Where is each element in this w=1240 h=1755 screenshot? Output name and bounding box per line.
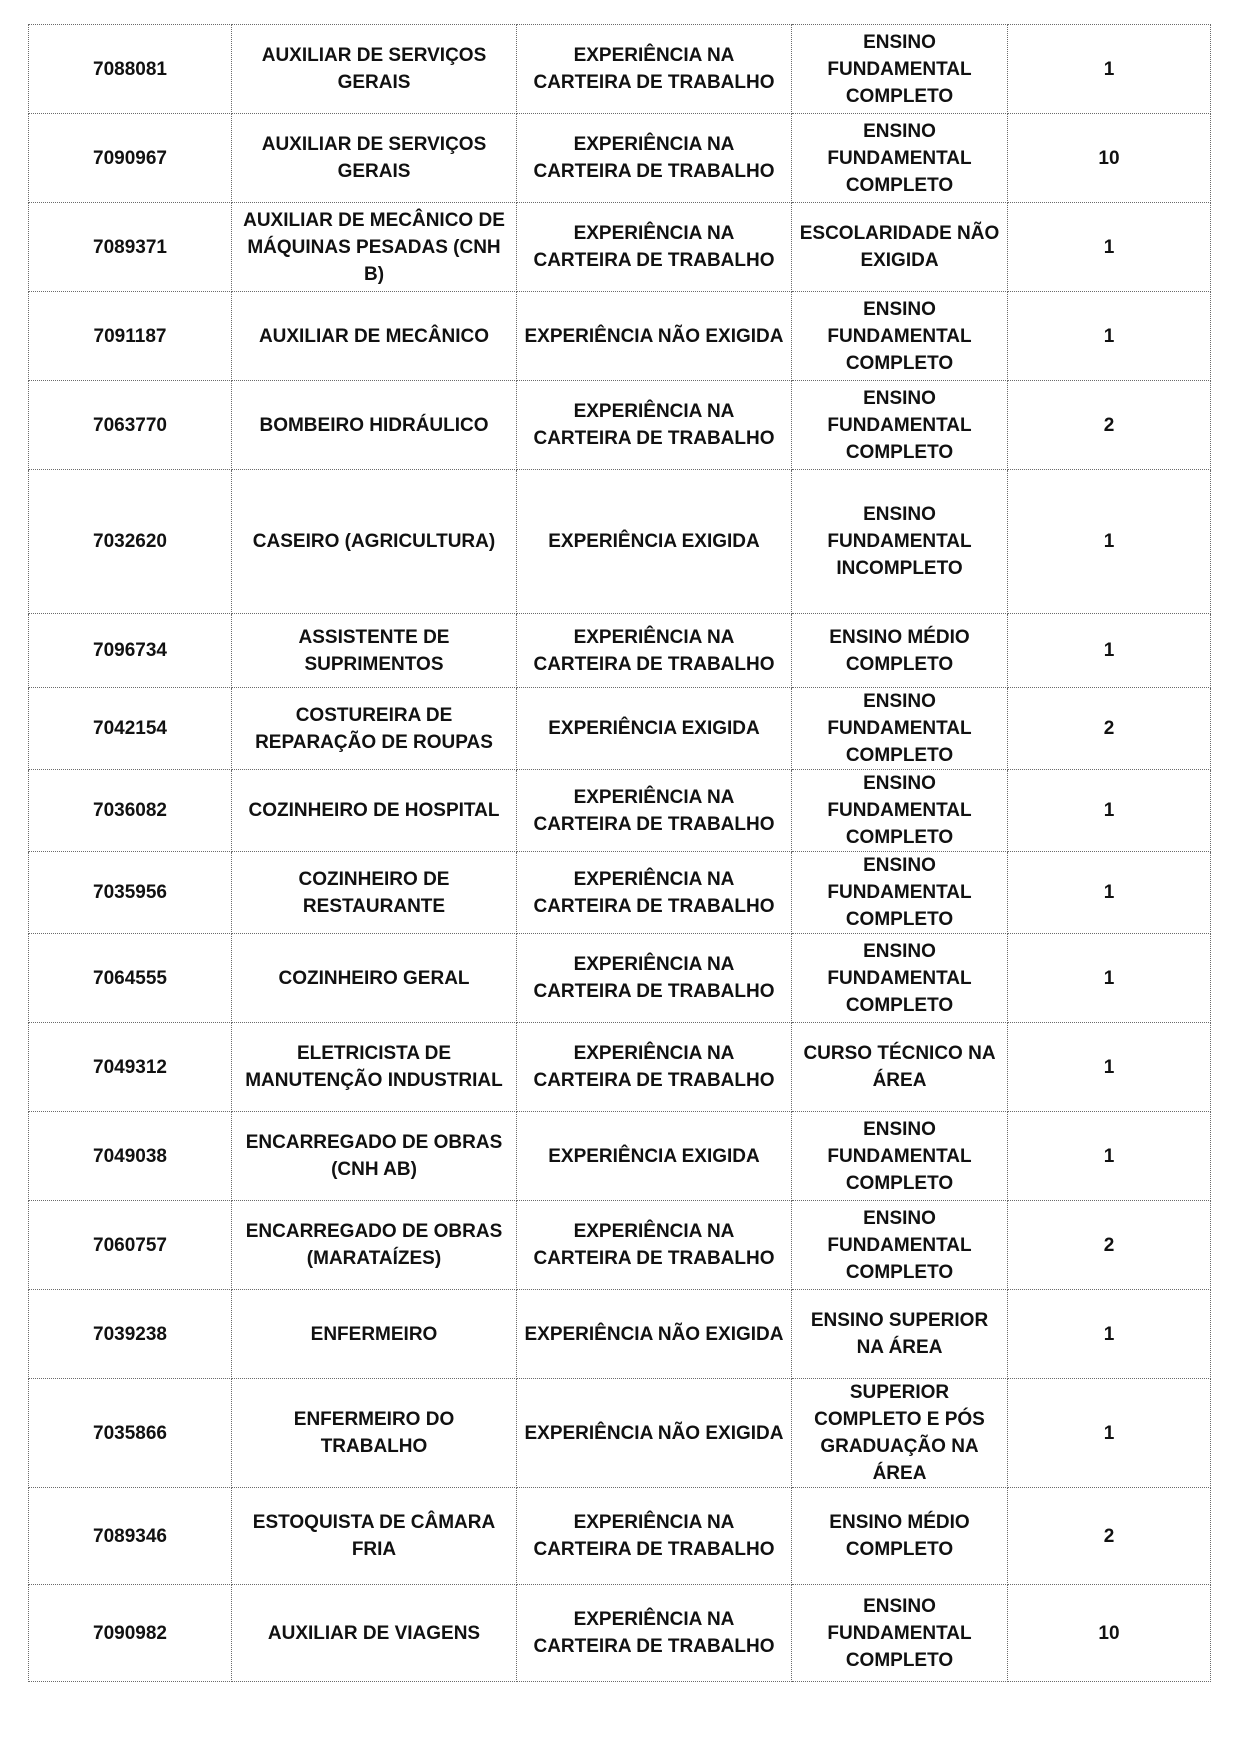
vacancy-code: 7032620 [29, 470, 232, 614]
vacancy-count: 1 [1008, 770, 1211, 852]
experience-requirement: EXPERIÊNCIA NA CARTEIRA DE TRABALHO [517, 381, 792, 470]
job-title: ASSISTENTE DE SUPRIMENTOS [232, 614, 517, 688]
job-title: CASEIRO (AGRICULTURA) [232, 470, 517, 614]
job-title: COZINHEIRO DE RESTAURANTE [232, 852, 517, 934]
experience-requirement: EXPERIÊNCIA NÃO EXIGIDA [517, 292, 792, 381]
education-requirement: ENSINO SUPERIOR NA ÁREA [792, 1290, 1008, 1379]
experience-requirement: EXPERIÊNCIA NA CARTEIRA DE TRABALHO [517, 25, 792, 114]
table-row [29, 25, 1211, 114]
experience-requirement: EXPERIÊNCIA NA CARTEIRA DE TRABALHO [517, 1585, 792, 1682]
vacancy-count: 1 [1008, 1290, 1211, 1379]
vacancy-count: 10 [1008, 1585, 1211, 1682]
vacancy-code: 7035866 [29, 1379, 232, 1488]
table-row [29, 1488, 1211, 1585]
table-row [29, 381, 1211, 470]
vacancy-code: 7063770 [29, 381, 232, 470]
job-title: COSTUREIRA DE REPARAÇÃO DE ROUPAS [232, 688, 517, 770]
table-row [29, 688, 1211, 770]
vacancy-code: 7039238 [29, 1290, 232, 1379]
experience-requirement: EXPERIÊNCIA NA CARTEIRA DE TRABALHO [517, 1488, 792, 1585]
education-requirement: ENSINO FUNDAMENTAL COMPLETO [792, 1585, 1008, 1682]
job-title: ENFERMEIRO [232, 1290, 517, 1379]
job-title: AUXILIAR DE SERVIÇOS GERAIS [232, 114, 517, 203]
vacancy-count: 1 [1008, 1112, 1211, 1201]
vacancy-count: 1 [1008, 1023, 1211, 1112]
education-requirement: ESCOLARIDADE NÃO EXIGIDA [792, 203, 1008, 292]
table-row [29, 614, 1211, 688]
vacancy-count: 1 [1008, 852, 1211, 934]
education-requirement: ENSINO FUNDAMENTAL COMPLETO [792, 1112, 1008, 1201]
job-title: ESTOQUISTA DE CÂMARA FRIA [232, 1488, 517, 1585]
education-requirement: ENSINO FUNDAMENTAL COMPLETO [792, 114, 1008, 203]
education-requirement: ENSINO FUNDAMENTAL INCOMPLETO [792, 470, 1008, 614]
experience-requirement: EXPERIÊNCIA NA CARTEIRA DE TRABALHO [517, 203, 792, 292]
experience-requirement: EXPERIÊNCIA NA CARTEIRA DE TRABALHO [517, 770, 792, 852]
vacancy-code: 7089371 [29, 203, 232, 292]
table-row [29, 852, 1211, 934]
vacancy-code: 7089346 [29, 1488, 232, 1585]
vacancy-code: 7091187 [29, 292, 232, 381]
experience-requirement: EXPERIÊNCIA NA CARTEIRA DE TRABALHO [517, 852, 792, 934]
table-row [29, 470, 1211, 614]
vacancy-count: 1 [1008, 1379, 1211, 1488]
education-requirement: CURSO TÉCNICO NA ÁREA [792, 1023, 1008, 1112]
job-title: AUXILIAR DE MECÂNICO [232, 292, 517, 381]
table-row [29, 1290, 1211, 1379]
table-row [29, 1585, 1211, 1682]
experience-requirement: EXPERIÊNCIA EXIGIDA [517, 1112, 792, 1201]
vacancy-count: 2 [1008, 1488, 1211, 1585]
vacancy-code: 7042154 [29, 688, 232, 770]
education-requirement: ENSINO FUNDAMENTAL COMPLETO [792, 25, 1008, 114]
vacancy-count: 1 [1008, 25, 1211, 114]
experience-requirement: EXPERIÊNCIA EXIGIDA [517, 470, 792, 614]
vacancy-count: 1 [1008, 470, 1211, 614]
job-title: ENCARREGADO DE OBRAS (MARATAÍZES) [232, 1201, 517, 1290]
vacancy-code: 7088081 [29, 25, 232, 114]
education-requirement: ENSINO FUNDAMENTAL COMPLETO [792, 934, 1008, 1023]
vacancy-count: 1 [1008, 934, 1211, 1023]
vacancy-count: 10 [1008, 114, 1211, 203]
job-openings-body [29, 25, 1211, 1682]
vacancy-code: 7090967 [29, 114, 232, 203]
vacancy-count: 2 [1008, 1201, 1211, 1290]
vacancy-count: 1 [1008, 203, 1211, 292]
job-title: ENCARREGADO DE OBRAS (CNH AB) [232, 1112, 517, 1201]
table-row [29, 114, 1211, 203]
education-requirement: ENSINO FUNDAMENTAL COMPLETO [792, 1201, 1008, 1290]
vacancy-code: 7064555 [29, 934, 232, 1023]
education-requirement: ENSINO FUNDAMENTAL COMPLETO [792, 292, 1008, 381]
vacancy-code: 7060757 [29, 1201, 232, 1290]
experience-requirement: EXPERIÊNCIA NA CARTEIRA DE TRABALHO [517, 1201, 792, 1290]
vacancy-code: 7035956 [29, 852, 232, 934]
table-row [29, 203, 1211, 292]
table-row [29, 1201, 1211, 1290]
education-requirement: ENSINO FUNDAMENTAL COMPLETO [792, 688, 1008, 770]
vacancy-count: 2 [1008, 688, 1211, 770]
vacancy-count: 2 [1008, 381, 1211, 470]
education-requirement: SUPERIOR COMPLETO E PÓS GRADUAÇÃO NA ÁREA [792, 1379, 1008, 1488]
job-title: ELETRICISTA DE MANUTENÇÃO INDUSTRIAL [232, 1023, 517, 1112]
table-row [29, 1112, 1211, 1201]
experience-requirement: EXPERIÊNCIA NÃO EXIGIDA [517, 1290, 792, 1379]
vacancy-code: 7049038 [29, 1112, 232, 1201]
experience-requirement: EXPERIÊNCIA NA CARTEIRA DE TRABALHO [517, 114, 792, 203]
job-openings-table [28, 24, 1211, 1682]
experience-requirement: EXPERIÊNCIA EXIGIDA [517, 688, 792, 770]
education-requirement: ENSINO FUNDAMENTAL COMPLETO [792, 381, 1008, 470]
vacancy-count: 1 [1008, 292, 1211, 381]
experience-requirement: EXPERIÊNCIA NA CARTEIRA DE TRABALHO [517, 1023, 792, 1112]
table-row [29, 770, 1211, 852]
education-requirement: ENSINO MÉDIO COMPLETO [792, 1488, 1008, 1585]
table-row [29, 1023, 1211, 1112]
job-title: ENFERMEIRO DO TRABALHO [232, 1379, 517, 1488]
experience-requirement: EXPERIÊNCIA NA CARTEIRA DE TRABALHO [517, 934, 792, 1023]
experience-requirement: EXPERIÊNCIA NÃO EXIGIDA [517, 1379, 792, 1488]
experience-requirement: EXPERIÊNCIA NA CARTEIRA DE TRABALHO [517, 614, 792, 688]
table-row [29, 292, 1211, 381]
education-requirement: ENSINO FUNDAMENTAL COMPLETO [792, 852, 1008, 934]
job-title: BOMBEIRO HIDRÁULICO [232, 381, 517, 470]
job-title: AUXILIAR DE SERVIÇOS GERAIS [232, 25, 517, 114]
job-title: COZINHEIRO DE HOSPITAL [232, 770, 517, 852]
job-title: COZINHEIRO GERAL [232, 934, 517, 1023]
vacancy-code: 7090982 [29, 1585, 232, 1682]
vacancy-code: 7036082 [29, 770, 232, 852]
job-title: AUXILIAR DE MECÂNICO DE MÁQUINAS PESADAS (CNH B) [232, 203, 517, 292]
table-row [29, 1379, 1211, 1488]
job-title: AUXILIAR DE VIAGENS [232, 1585, 517, 1682]
education-requirement: ENSINO MÉDIO COMPLETO [792, 614, 1008, 688]
education-requirement: ENSINO FUNDAMENTAL COMPLETO [792, 770, 1008, 852]
vacancy-code: 7096734 [29, 614, 232, 688]
table-row [29, 934, 1211, 1023]
vacancy-code: 7049312 [29, 1023, 232, 1112]
vacancy-count: 1 [1008, 614, 1211, 688]
